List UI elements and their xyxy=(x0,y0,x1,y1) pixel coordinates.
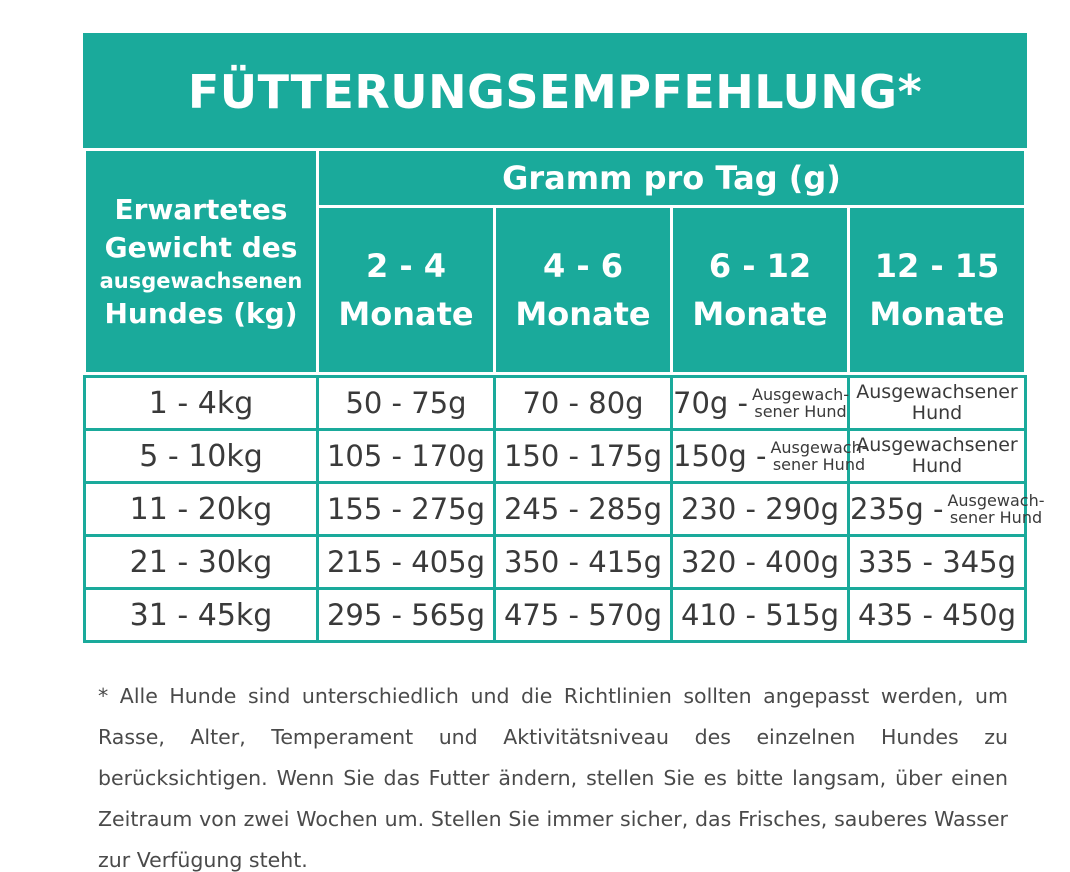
adult-dog-note xyxy=(849,430,1026,483)
note-line: sener Hund xyxy=(754,402,847,421)
amount-cell: 410 - 515g xyxy=(672,589,849,642)
amount-cell: 150 - 175g xyxy=(495,430,672,483)
note-line: Hund xyxy=(911,402,963,424)
adult-dog-note xyxy=(849,377,1026,430)
note-line: sener Hund xyxy=(949,508,1043,527)
weight-header-line: ausgewachsenen xyxy=(99,268,303,293)
note-line: Ausgewach- xyxy=(770,438,868,457)
age-range: 2 - 4 xyxy=(365,247,447,285)
amount-value: 70g - xyxy=(673,386,748,420)
note-line: Ausgewachsener xyxy=(856,434,1018,456)
gramm-per-day-header: Gramm pro Tag (g) xyxy=(318,150,1026,207)
age-range: 4 - 6 xyxy=(542,247,624,285)
adult-dog-note xyxy=(770,439,867,473)
weight-header-line: Gewicht des xyxy=(104,230,298,264)
amount-value: 150g - xyxy=(673,439,767,473)
table-row xyxy=(85,377,1026,430)
age-header-2-4 xyxy=(318,207,495,374)
weight-cell: 1 - 4kg xyxy=(85,377,318,430)
amount-cell: 50 - 75g xyxy=(318,377,495,430)
age-unit: Monate xyxy=(692,295,828,333)
adult-dog-note xyxy=(947,492,1044,526)
note-line: Ausgewach- xyxy=(752,385,850,404)
table-row xyxy=(85,589,1026,642)
age-header-4-6 xyxy=(495,207,672,374)
amount-cell xyxy=(672,377,849,430)
weight-header-line: Hundes (kg) xyxy=(104,296,298,330)
note-line: Ausgewachsener xyxy=(856,381,1018,403)
note-line: Hund xyxy=(911,455,963,477)
amount-cell: 335 - 345g xyxy=(849,536,1026,589)
amount-value: 235g - xyxy=(850,492,944,526)
amount-cell: 105 - 170g xyxy=(318,430,495,483)
weight-column-header xyxy=(85,150,318,374)
amount-cell xyxy=(672,430,868,483)
feeding-recommendation-table xyxy=(83,33,1045,643)
age-header-12-15 xyxy=(849,207,1026,374)
age-unit: Monate xyxy=(338,295,474,333)
amount-cell: 435 - 450g xyxy=(849,589,1026,642)
amount-cell: 245 - 285g xyxy=(495,483,672,536)
table-row xyxy=(85,536,1026,589)
table-title: FÜTTERUNGSEMPFEHLUNG* xyxy=(85,35,1026,150)
age-range: 12 - 15 xyxy=(874,247,1000,285)
weight-cell: 11 - 20kg xyxy=(85,483,318,536)
amount-cell: 350 - 415g xyxy=(495,536,672,589)
age-range: 6 - 12 xyxy=(708,247,812,285)
amount-cell: 230 - 290g xyxy=(672,483,849,536)
age-header-6-12 xyxy=(672,207,849,374)
amount-cell: 475 - 570g xyxy=(495,589,672,642)
note-line: sener Hund xyxy=(772,455,866,474)
adult-dog-note xyxy=(752,386,849,420)
age-unit: Monate xyxy=(869,295,1005,333)
amount-cell: 215 - 405g xyxy=(318,536,495,589)
note-line: Ausgewach- xyxy=(947,491,1045,510)
weight-cell: 31 - 45kg xyxy=(85,589,318,642)
amount-cell: 295 - 565g xyxy=(318,589,495,642)
amount-cell: 320 - 400g xyxy=(672,536,849,589)
amount-cell: 155 - 275g xyxy=(318,483,495,536)
weight-cell: 21 - 30kg xyxy=(85,536,318,589)
amount-cell: 70 - 80g xyxy=(495,377,672,430)
weight-cell: 5 - 10kg xyxy=(85,430,318,483)
amount-cell xyxy=(849,483,1045,536)
footnote: * Alle Hunde sind unterschiedlich und die Richtlinien sollten angepasst werden, um Rasse, Alter, Temperament und Aktivitätsniveau des einzelnen Hundes zu berücksichtigen. Wenn Sie das Futter ändern, stellen Sie es bitte langsam, über einen Zeitraum von zwei Wochen um. Stellen Sie immer sicher, das Frisches, sauberes Wasser zur Verfügung steht. xyxy=(98,684,1008,872)
table-row xyxy=(85,483,1026,536)
weight-header-line: Erwartetes xyxy=(114,192,288,226)
age-unit: Monate xyxy=(515,295,651,333)
table-row xyxy=(85,430,1026,483)
